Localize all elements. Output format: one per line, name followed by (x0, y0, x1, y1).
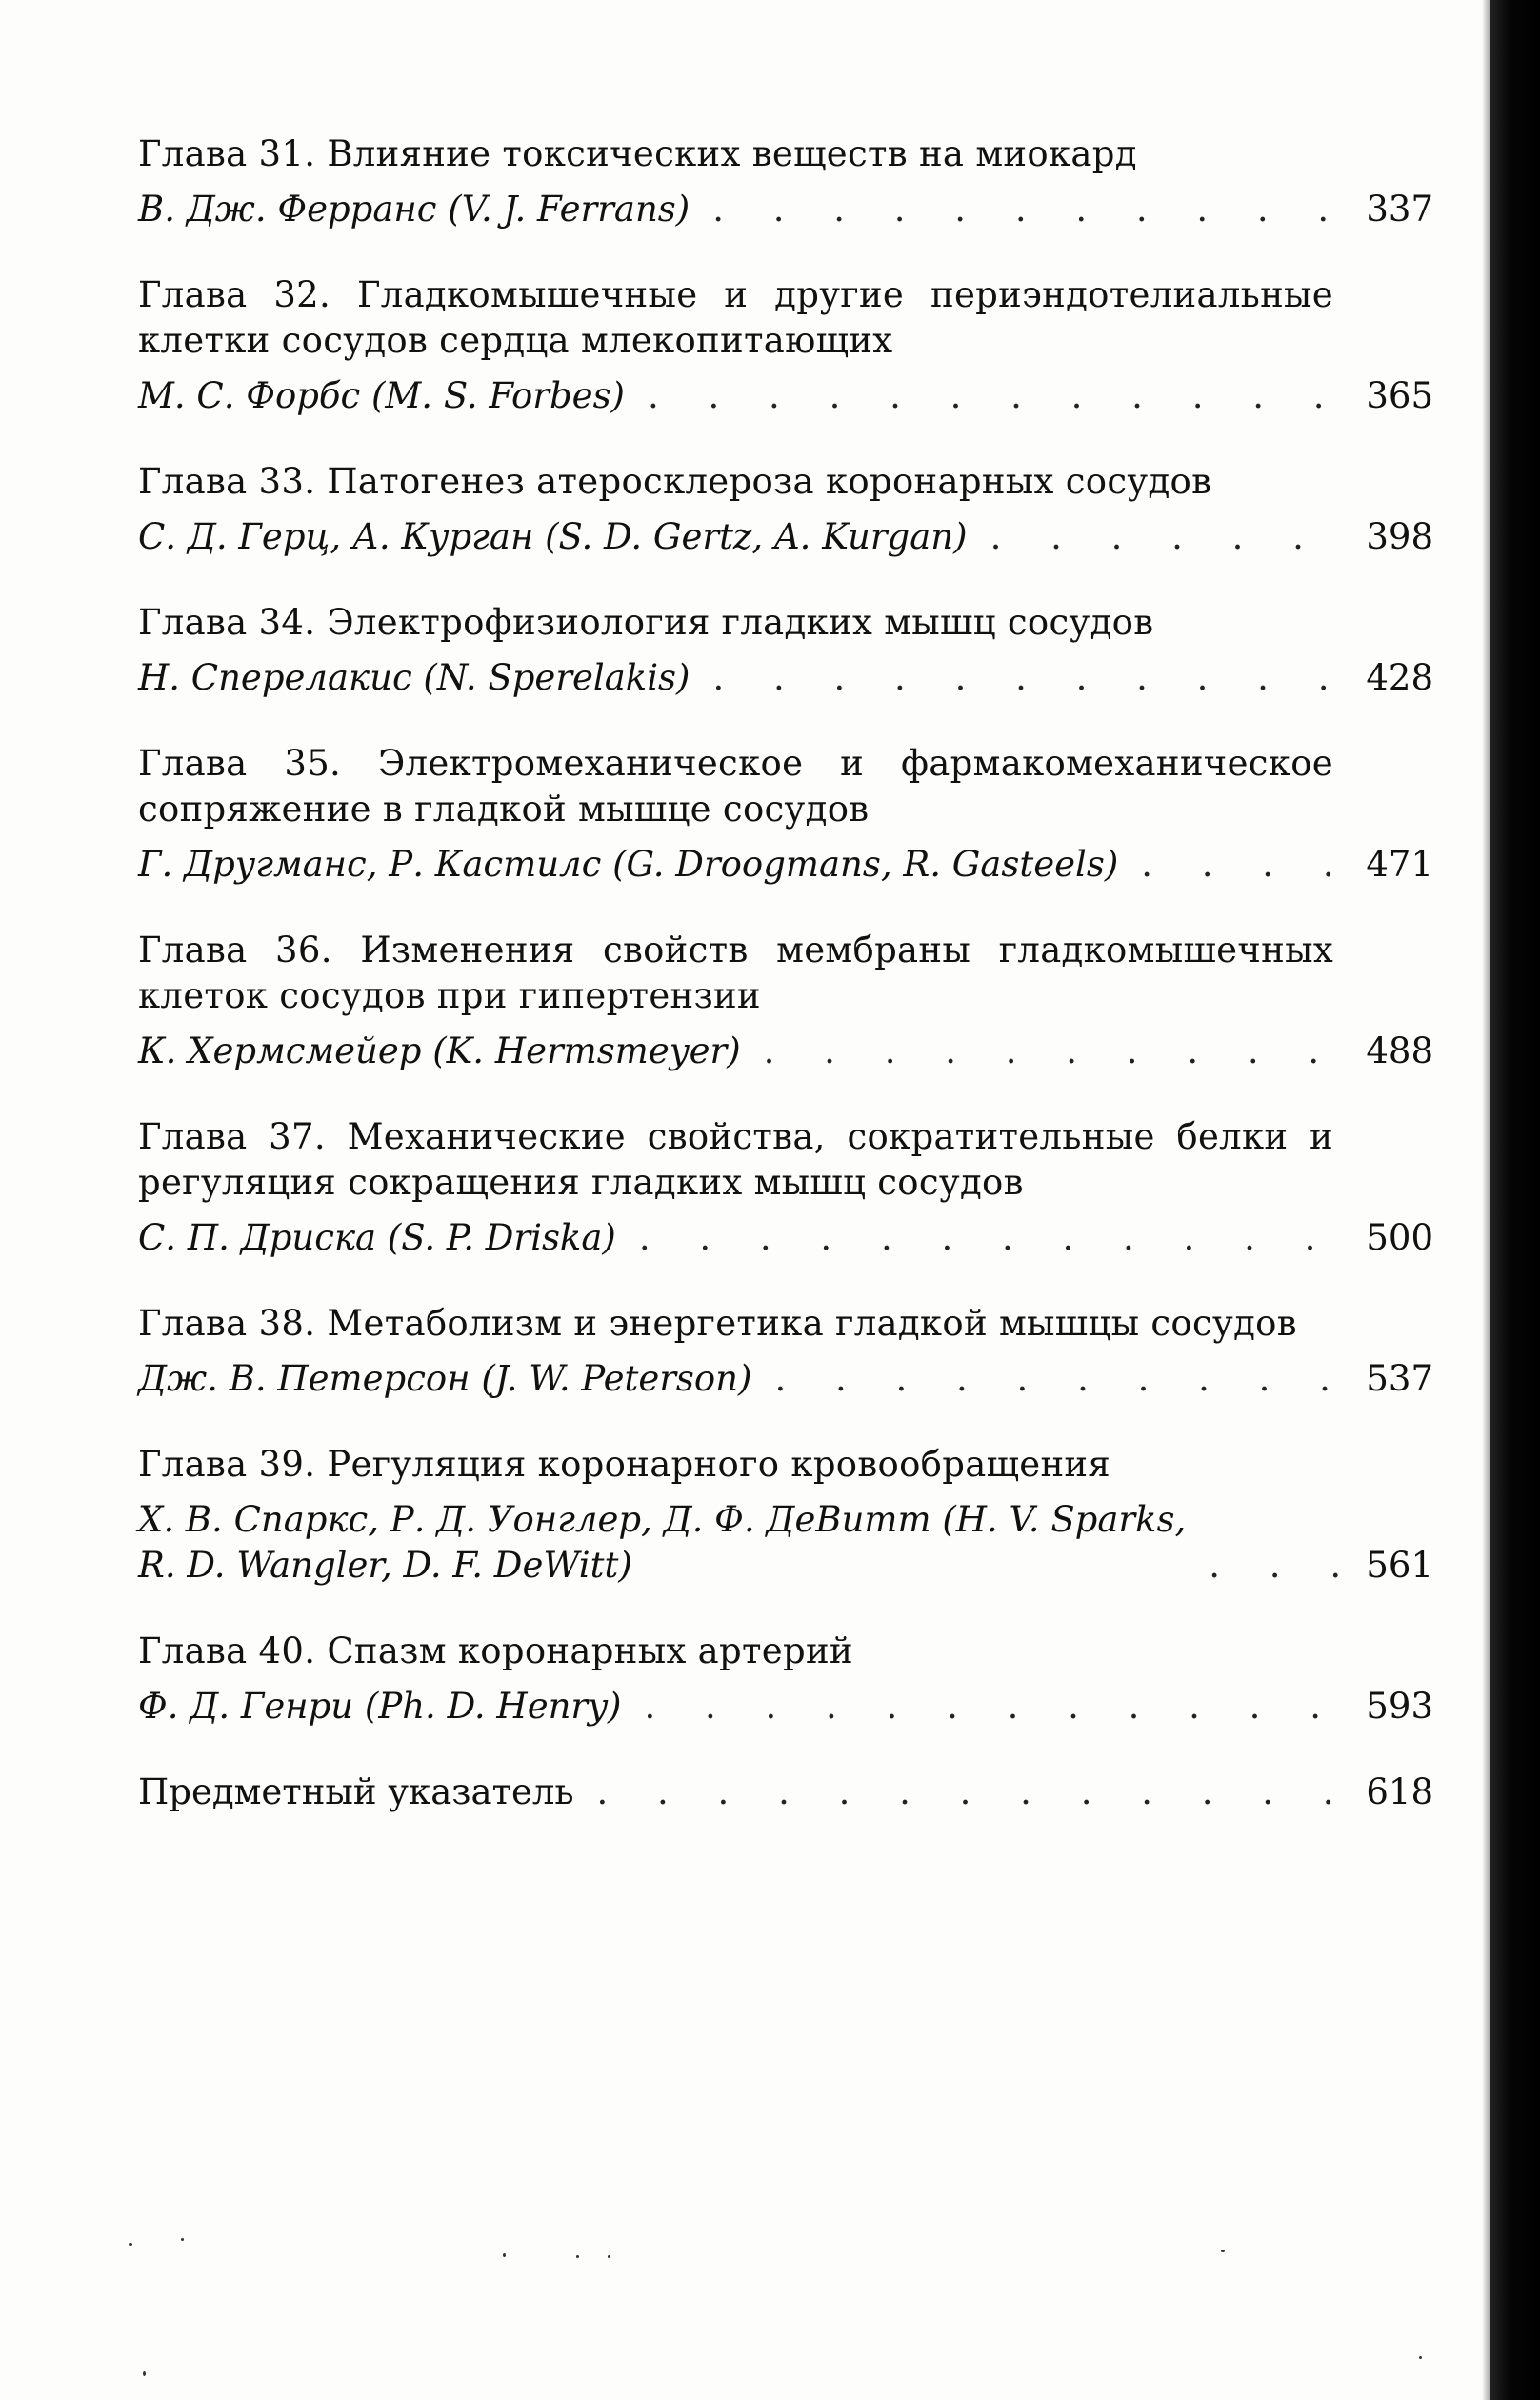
scan-speck (608, 2255, 610, 2258)
dot-leader (616, 1215, 1343, 1261)
scan-speck (503, 2253, 506, 2257)
page-number: 337 (1366, 189, 1433, 230)
chapter-author: Г. Другманс, Р. Кастилс (G. Droogmans, R. Gasteels) (138, 844, 1119, 885)
toc-entry[interactable] (138, 928, 1433, 1074)
page-number: 500 (1366, 1217, 1433, 1258)
toc-entry[interactable] (138, 459, 1433, 560)
author-row (138, 842, 1433, 888)
page-number: 398 (1366, 516, 1433, 557)
toc-entry[interactable] (138, 1114, 1433, 1261)
chapter-title: Глава 31. Влияние токсических веществ на миокард (138, 133, 1137, 174)
author-row (138, 1497, 1433, 1589)
dot-leader (621, 1684, 1343, 1730)
chapter-title: Глава 37. Механические свойства, сократительные белки и регуляция сокращения гладких мышц сосудов (138, 1116, 1333, 1203)
chapter-title: Глава 38. Метаболизм и энергетика гладкой мышцы сосудов (138, 1303, 1297, 1344)
chapter-author: К. Хермсмейер (K. Hermsmeyer) (138, 1030, 741, 1071)
book-spine (1490, 0, 1540, 2400)
author-row (138, 187, 1433, 232)
author-row (138, 514, 1433, 560)
toc-entry[interactable] (138, 272, 1433, 419)
page-number: 428 (1366, 657, 1433, 698)
chapter-author: В. Дж. Ферранс (V. J. Ferrans) (138, 189, 690, 230)
author-row (138, 373, 1433, 419)
author-row (138, 655, 1433, 701)
dot-leader (690, 187, 1343, 232)
page-number: 561 (1366, 1545, 1433, 1586)
scan-speck (576, 2255, 579, 2258)
author-row (138, 1684, 1433, 1730)
page-number: 471 (1366, 844, 1433, 885)
author-row (138, 1029, 1433, 1074)
dot-leader (625, 373, 1343, 419)
dot-leader (1186, 1543, 1343, 1589)
scan-speck (1221, 2250, 1225, 2252)
page-number: 593 (1366, 1686, 1433, 1727)
dot-leader (690, 655, 1343, 701)
dot-leader (1118, 842, 1343, 888)
toc-entry[interactable] (138, 600, 1433, 701)
subject-index-entry[interactable] (138, 1770, 1433, 1815)
chapter-author: С. Д. Герц, А. Курган (S. D. Gertz, A. Kurgan) (138, 516, 968, 557)
chapter-author: Ф. Д. Генри (Ph. D. Henry) (138, 1686, 622, 1727)
author-row (138, 1215, 1433, 1261)
scan-speck (143, 2371, 146, 2376)
page-number: 488 (1366, 1030, 1433, 1071)
toc-entry[interactable] (138, 131, 1433, 232)
dot-leader (574, 1770, 1343, 1815)
page-number: 365 (1366, 375, 1433, 416)
chapter-author: Х. В. Спаркс, Р. Д. Уонглер, Д. Ф. ДеВитт (H. V. Sparks, R. D. Wangler, D. F. DeWitt) (138, 1499, 1187, 1586)
chapter-title: Глава 34. Электрофизиология гладких мышц сосудов (138, 602, 1154, 643)
page-number: 537 (1366, 1358, 1433, 1399)
dot-leader (741, 1029, 1343, 1074)
chapter-title: Глава 39. Регуляция коронарного кровообращения (138, 1444, 1111, 1485)
dot-leader (968, 514, 1343, 560)
chapter-author: Н. Сперелакис (N. Sperelakis) (138, 657, 690, 698)
chapter-title: Глава 40. Спазм коронарных артерий (138, 1630, 853, 1671)
chapter-author: М. С. Форбс (M. S. Forbes) (138, 375, 625, 416)
scan-speck (1419, 2356, 1422, 2359)
scan-speck (181, 2238, 184, 2241)
chapter-author: Дж. В. Петерсон (J. W. Peterson) (138, 1358, 752, 1399)
page-number: 618 (1366, 1771, 1433, 1812)
table-of-contents (138, 131, 1433, 1815)
toc-entry[interactable] (138, 1629, 1433, 1730)
index-label: Предметный указатель (138, 1771, 574, 1812)
chapter-title: Глава 32. Гладкомышечные и другие периэндотелиальные клетки сосудов сердца млекопитающих (138, 274, 1333, 361)
chapter-title: Глава 33. Патогенез атеросклероза коронарных сосудов (138, 461, 1212, 502)
toc-entry[interactable] (138, 1301, 1433, 1402)
dot-leader (751, 1356, 1343, 1402)
chapter-title: Глава 36. Изменения свойств мембраны гладкомышечных клеток сосудов при гипертензии (138, 930, 1333, 1016)
chapter-title: Глава 35. Электромеханическое и фармакомеханическое сопряжение в гладкой мышце сосудов (138, 743, 1333, 830)
scan-speck (129, 2243, 132, 2246)
toc-entry[interactable] (138, 1442, 1433, 1589)
author-row (138, 1356, 1433, 1402)
chapter-author: С. П. Дриска (S. P. Driska) (138, 1217, 616, 1258)
toc-entry[interactable] (138, 741, 1433, 888)
